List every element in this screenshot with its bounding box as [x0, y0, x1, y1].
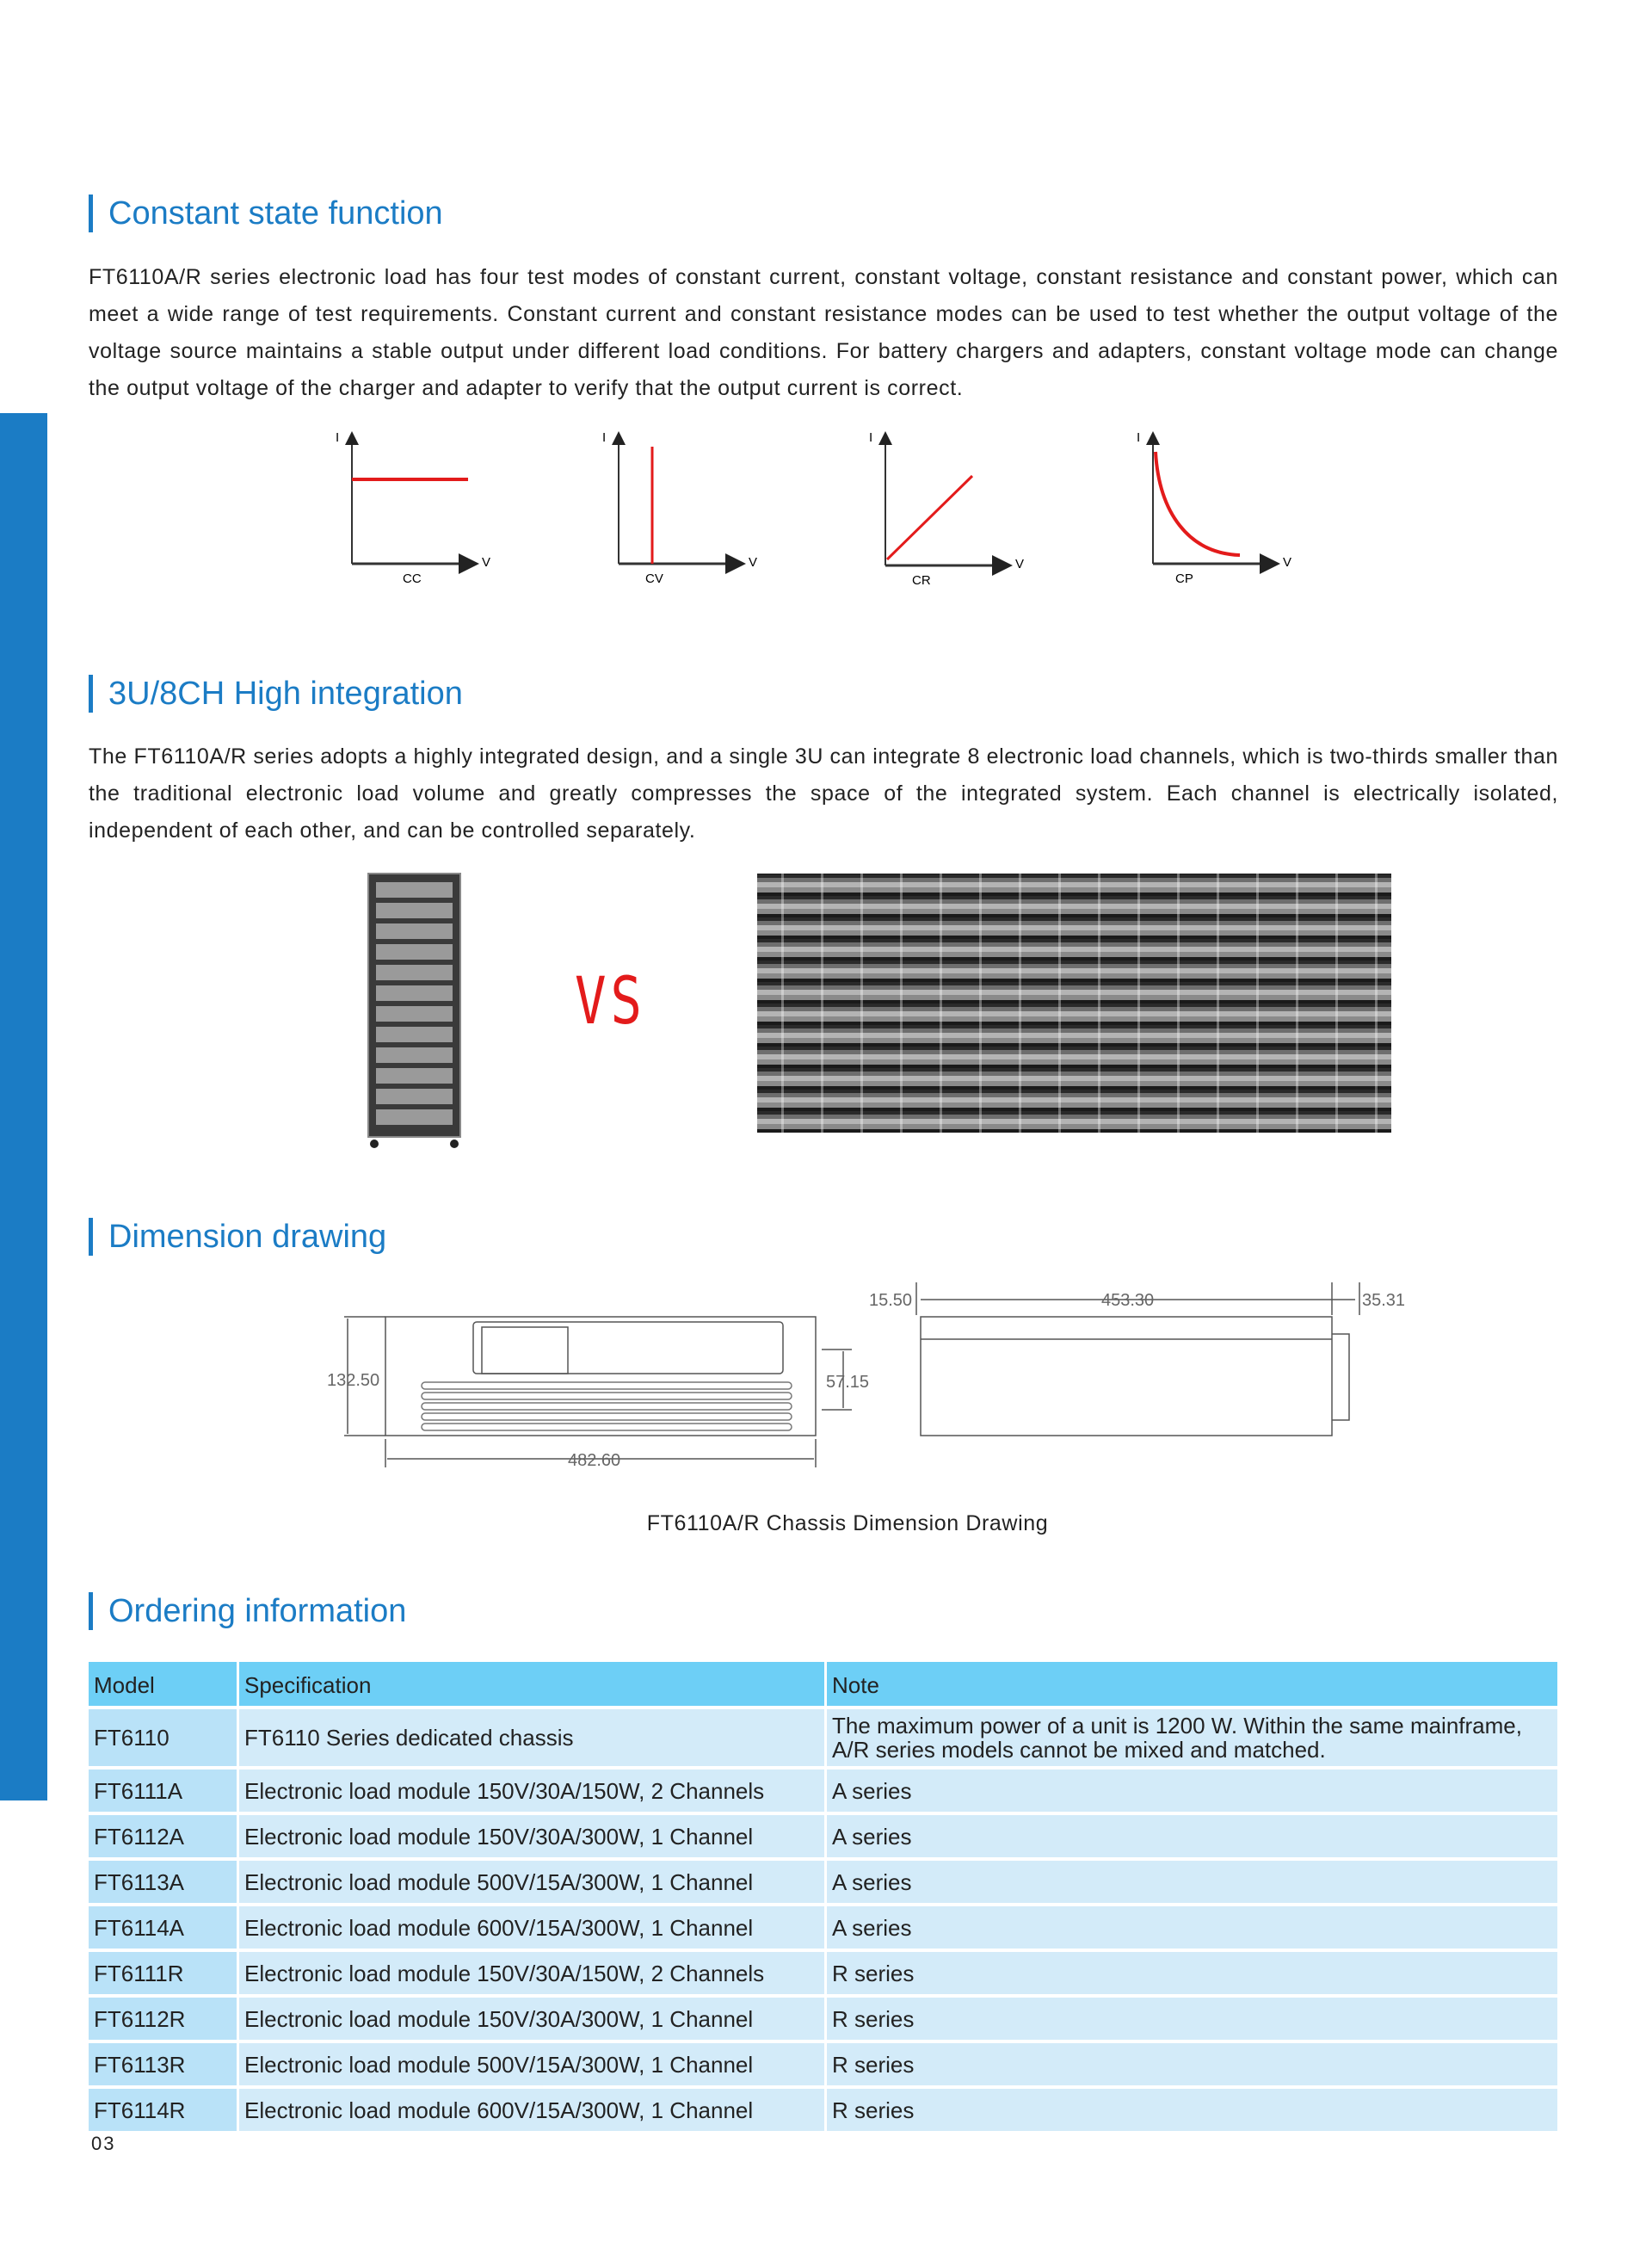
svg-text:15.50: 15.50: [869, 1291, 913, 1310]
graph-cv: [602, 430, 757, 586]
page-number: 03: [91, 2133, 116, 2154]
heading-constant-state: Constant state function: [89, 195, 443, 232]
table-row: FT6111R Electronic load module 150V/30A/150W, 2 Channels R series: [89, 1952, 1560, 1994]
integration-body: The FT6110A/R series adopts a highly integrated design, and a single 3U can integrate 8 electronic load channels, which is two-thirds smaller than the traditional electronic load volume and greatly compresses the space of the integrated system. Each channel is electrically isolated, independent of each other, and can be controlled separately.: [89, 744, 1558, 843]
rack-cabinet-image: [366, 872, 463, 1151]
col-note: Note: [827, 1662, 1560, 1706]
graph-cc: [336, 430, 490, 586]
side-accent-bar: [0, 413, 47, 1800]
svg-text:V: V: [749, 555, 758, 570]
svg-text:CV: CV: [645, 571, 663, 586]
svg-text:CC: CC: [403, 571, 422, 586]
dimension-drawing: [327, 1282, 1446, 1506]
svg-text:I: I: [336, 430, 340, 445]
table-row: FT6113R Electronic load module 500V/15A/300W, 1 Channel R series: [89, 2043, 1560, 2085]
table-row: FT6112R Electronic load module 150V/30A/300W, 1 Channel R series: [89, 1998, 1560, 2040]
svg-text:482.60: 482.60: [568, 1451, 621, 1470]
traditional-loads-image: [757, 874, 1391, 1133]
vs-label: VS: [575, 962, 646, 1039]
heading-dimension: Dimension drawing: [89, 1218, 386, 1256]
heading-ordering: Ordering information: [89, 1592, 406, 1630]
table-row: FT6112A Electronic load module 150V/30A/300W, 1 Channel A series: [89, 1815, 1560, 1857]
side-view: [869, 1282, 1405, 1436]
constant-state-body: FT6110A/R series electronic load has four test modes of constant current, constant voltage, constant resistance and constant power, which can meet a wide range of test requirements. Constant current and constant resistance modes can be used to test whether the output voltage of the voltage source maintains a stable output under different load conditions. For battery chargers and adapters, constant voltage mode can change the output voltage of the charger and adapter to verify that the output current is correct.: [89, 265, 1558, 400]
svg-text:35.31: 35.31: [1362, 1291, 1406, 1310]
svg-text:CR: CR: [912, 573, 931, 588]
col-specification: Specification: [239, 1662, 827, 1706]
svg-text:V: V: [1015, 557, 1025, 571]
front-view: [327, 1317, 869, 1470]
table-row: FT6110 FT6110 Series dedicated chassis The maximum power of a unit is 1200 W. Within the same mainframe, A/R series models cannot be mixed and matched.: [89, 1709, 1560, 1766]
table-row: FT6114R Electronic load module 600V/15A/300W, 1 Channel R series: [89, 2089, 1560, 2131]
mode-graphs: [327, 426, 1359, 598]
svg-text:I: I: [1137, 430, 1141, 445]
col-model: Model: [89, 1662, 239, 1706]
svg-text:CP: CP: [1175, 571, 1193, 586]
graph-cr: [869, 430, 1024, 588]
svg-text:V: V: [1283, 555, 1292, 570]
svg-text:132.50: 132.50: [327, 1371, 380, 1390]
svg-text:453.30: 453.30: [1101, 1291, 1155, 1310]
ordering-table: [89, 1658, 1560, 2134]
dimension-caption: FT6110A/R Chassis Dimension Drawing: [646, 1511, 1049, 1535]
graph-cp: [1137, 430, 1291, 586]
table-row: FT6114A Electronic load module 600V/15A/300W, 1 Channel A series: [89, 1906, 1560, 1949]
svg-text:I: I: [869, 430, 873, 445]
heading-integration: 3U/8CH High integration: [89, 675, 463, 713]
svg-text:I: I: [602, 430, 607, 445]
svg-text:V: V: [482, 555, 491, 570]
table-row: FT6111A Electronic load module 150V/30A/150W, 2 Channels A series: [89, 1770, 1560, 1812]
svg-text:57.15: 57.15: [826, 1373, 870, 1392]
table-row: FT6113A Electronic load module 500V/15A/300W, 1 Channel A series: [89, 1861, 1560, 1903]
